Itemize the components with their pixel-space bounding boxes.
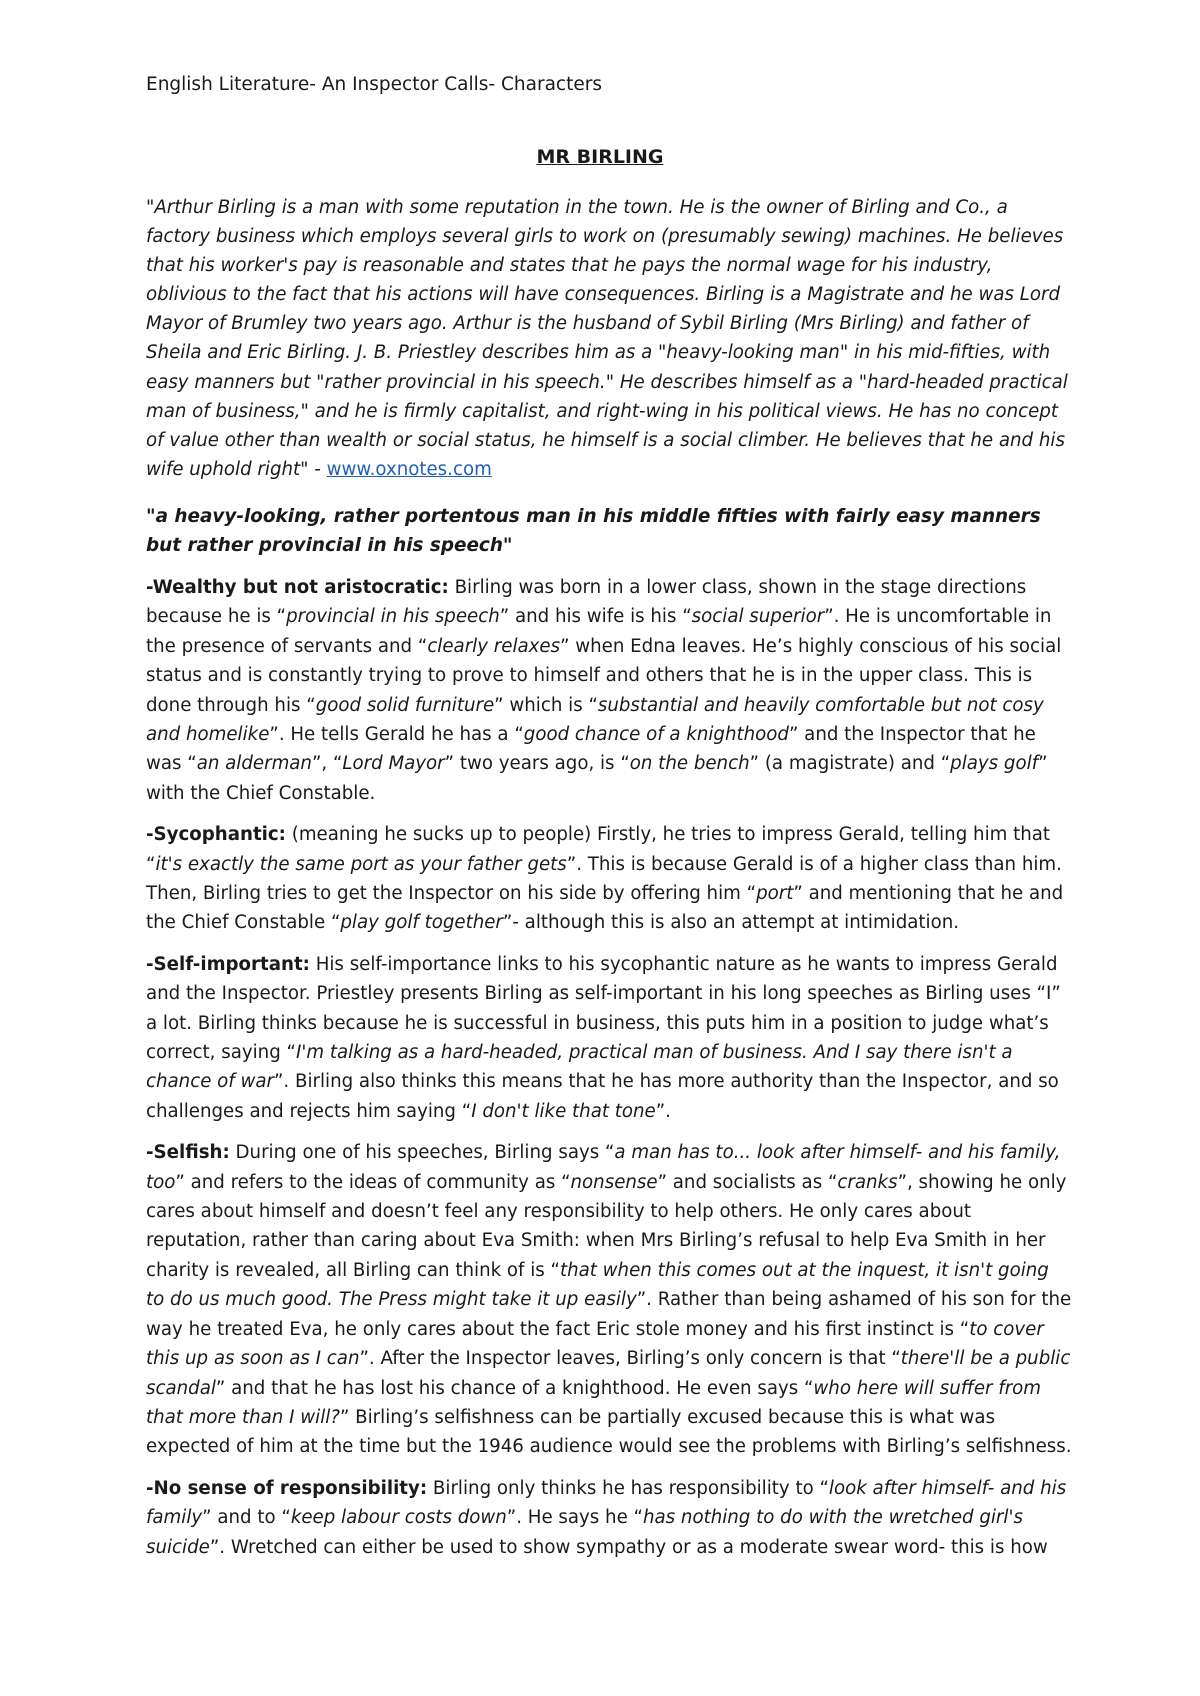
- section-paragraph: [146, 1138, 1072, 1461]
- body-text: ” which is “: [494, 694, 598, 716]
- quoted-text: who here will suffer from that more than I will?: [146, 1377, 1042, 1428]
- section-heading: -Sycophantic:: [146, 824, 286, 846]
- body-text: ” and refers to the ideas of community as “: [175, 1171, 571, 1193]
- quoted-text: social superior: [691, 606, 825, 628]
- pull-quote: "a heavy-looking, rather portentous man in his middle fifties with fairly easy manners but rather provincial in his speech": [146, 505, 1041, 557]
- quoted-text: to cover this up as soon as I can: [146, 1318, 1044, 1370]
- body-text: Birling only thinks he has responsibility to “: [427, 1477, 829, 1499]
- quoted-text: keep labour costs down: [290, 1507, 507, 1529]
- body-text: ”. He says he “: [506, 1507, 643, 1529]
- body-text: ”- although this is also an attempt at intimidation.: [502, 912, 960, 934]
- body-text: ”.: [655, 1100, 671, 1122]
- section-heading: -Selfish:: [146, 1142, 230, 1164]
- body-text: ” and mentioning that he and the Chief Constable “: [146, 883, 1064, 934]
- body-text: ” and the Inspector that he was “: [146, 723, 1036, 775]
- quoted-text: look after himself- and his family: [146, 1477, 1067, 1529]
- body-text: ”. Birling also thinks this means that he has more authority than the Inspector, and so challenges and rejects him saying “: [146, 1071, 1059, 1122]
- page-title: MR BIRLING: [536, 146, 664, 168]
- body-text: ”. He tells Gerald he has a “: [269, 723, 524, 745]
- body-text: ” and socialists as “: [657, 1171, 838, 1193]
- quoted-text: a man has to... look after himself- and his family, too: [146, 1142, 1061, 1193]
- section-paragraph: [146, 820, 1072, 938]
- quoted-text: Lord Mayor: [342, 753, 445, 775]
- quoted-text: plays golf: [950, 753, 1039, 775]
- quoted-text: play golf together: [340, 912, 503, 934]
- quoted-text: on the bench: [629, 753, 750, 775]
- quoted-text: substantial and heavily comfortable but not cosy and homelike: [146, 694, 1044, 745]
- body-text: His self-importance links to his sycophantic nature as he wants to impress Gerald and the Inspector. Priestley presents Birling as self-important in his long speeches as Birling uses “I” a lot. Birling thinks because he is successful in business, this puts him in a position to judge what’s correct, saying “: [146, 953, 1061, 1064]
- quoted-text: has nothing to do with the wretched girl's suicide: [146, 1507, 1023, 1558]
- section-paragraph: [146, 1474, 1072, 1562]
- quoted-text: provincial in his speech: [286, 606, 500, 628]
- quoted-text: good chance of a knighthood: [523, 723, 789, 745]
- section-paragraph: [146, 950, 1072, 1126]
- section-heading: -Self-important:: [146, 953, 310, 975]
- body-text: ” and that he has lost his chance of a knighthood. He even says “: [215, 1377, 814, 1399]
- body-text: ” two years ago, is “: [444, 753, 630, 775]
- quoted-text: there'll be a public scandal: [146, 1348, 1071, 1399]
- body-text: ” and his wife is his “: [499, 606, 692, 628]
- body-text: ”. Rather than being ashamed of his son for the way he treated Eva, he only cares about the fact Eric stole money and his first instinct is “: [146, 1289, 1072, 1340]
- body-text: ” with the Chief Constable.: [146, 753, 1048, 804]
- quoted-text: I don't like that tone: [471, 1100, 656, 1122]
- quoted-text: port: [756, 883, 794, 904]
- body-text: (meaning he sucks up to people) Firstly, he tries to impress Gerald, telling him that “: [146, 824, 1051, 875]
- body-text: ”. Wretched can either be used to show sympathy or as a moderate swear word- this is how: [209, 1536, 1048, 1558]
- document-body: [146, 193, 1072, 1562]
- body-text: During one of his speeches, Birling says “: [229, 1142, 615, 1164]
- body-text: ”, “: [311, 753, 343, 775]
- body-text: ” when Edna leaves. He’s highly conscious of his social status and is constantly trying to prove to himself and others that he is in the upper class. This is done through his “: [146, 635, 1062, 716]
- quoted-text: that when this comes out at the inquest, it isn't going to do us much good. The Press might take it up easily: [146, 1259, 1049, 1311]
- quoted-text: an alderman: [196, 753, 312, 775]
- body-text: ”. After the Inspector leaves, Birling’s only concern is that “: [359, 1348, 901, 1370]
- page-header: English Literature- An Inspector Calls- Characters: [146, 74, 602, 95]
- intro-text: "Arthur Birling is a man with some reputation in the town. He is the owner of Birling and Co., a factory business which employs several girls to work on (presumably sewing) machines. He believes that his worker's pay is reasonable and states that he pays the normal wage for his industry, oblivious to the fact that his actions will have consequences. Birling is a Magistrate and he was Lord Mayor of Brumley two years ago. Arthur is the husband of Sybil Birling (Mrs Birling) and father of Sheila and Eric Birling. J. B. Priestley describes him as a "heavy-looking man" in his mid-fifties, with easy manners but "rather provincial in his speech." He describes himself as a "hard-headed practical man of business," and he is firmly capitalist, and right-wing in his political views. He has no concept of value other than wealth or social status, he himself is a social climber. He believes that he and his wife uphold right" -: [146, 197, 1068, 480]
- quoted-text: it's exactly the same port as your father gets: [155, 853, 567, 875]
- quoted-text: cranks: [837, 1171, 898, 1193]
- section-paragraph: [146, 573, 1072, 808]
- quoted-text: I'm talking as a hard-headed, practical man of business. And I say there isn't a chance of war: [146, 1042, 1013, 1093]
- body-text: ”. He is uncomfortable in the presence of servants and “: [146, 606, 1052, 657]
- sections-list: [146, 573, 1072, 1562]
- quoted-text: nonsense: [570, 1171, 658, 1193]
- body-text: ”. This is because Gerald is of a higher class than him. Then, Birling tries to get the Inspector on his side by offering him “: [146, 853, 1062, 904]
- body-text: ” and to “: [202, 1507, 291, 1529]
- section-heading: -No sense of responsibility:: [146, 1477, 428, 1499]
- body-text: Birling was born in a lower class, shown in the stage directions because he is “: [146, 576, 1027, 628]
- body-text: ”, showing he only cares about himself and doesn’t feel any responsibility to help others. He only cares about reputation, rather than caring about Eva Smith: when Mrs Birling’s refusal to help Eva Smith in her charity is revealed, all Birling can think of is “: [146, 1171, 1067, 1281]
- source-link[interactable]: www.oxnotes.com: [326, 458, 492, 480]
- quoted-text: good solid furniture: [315, 694, 495, 716]
- quoted-text: clearly relaxes: [427, 635, 561, 657]
- intro-paragraph: [146, 193, 1072, 484]
- section-heading: -Wealthy but not aristocratic:: [146, 576, 449, 598]
- body-text: ” Birling’s selfishness can be partially excused because this is what was expected of him at the time but the 1946 audience would see the problems with Birling’s selfishness.: [146, 1406, 1072, 1458]
- body-text: ” (a magistrate) and “: [749, 753, 951, 775]
